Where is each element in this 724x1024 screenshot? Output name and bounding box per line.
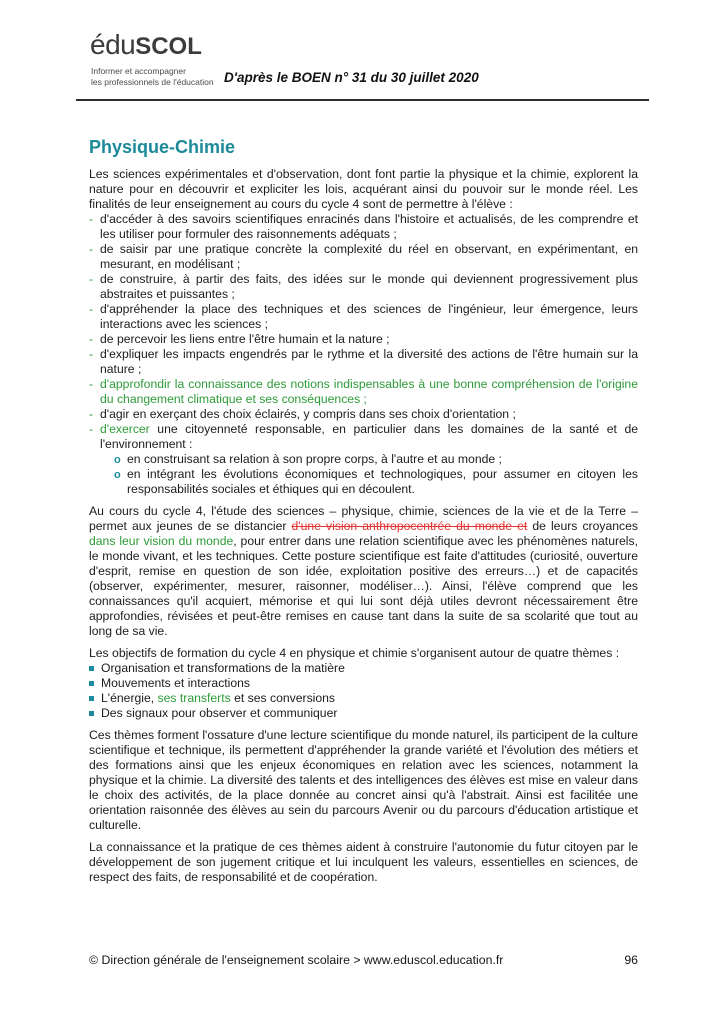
list-item: [89, 347, 638, 377]
intro-paragraph: Les sciences expérimentales et d'observation, dont font partie la physique et la chimie, explorent la nature pour en découvrir et expliciter les lois, acquérant ainsi du pouvoir sur le monde réel. Les finalités de leur enseignement au cours du cycle 4 sont de permettre à l'élève :: [89, 167, 638, 211]
list-item-text: de construire, à partir des faits, des idées sur le monde qui deviennent progressivement plus abstraites et puissantes ;: [100, 272, 638, 301]
list-item: [89, 242, 638, 272]
sublist-item-text: en construisant sa relation à son propre corps, à l'autre et au monde ;: [127, 452, 502, 466]
theme-item: [89, 691, 638, 706]
list-item-text: d'agir en exerçant des choix éclairés, y compris dans ses choix d'orientation ;: [100, 407, 516, 421]
page-footer: [89, 953, 638, 967]
eduscol-logo: [90, 31, 202, 59]
dash-bullet: -: [89, 422, 94, 436]
list-item: [89, 272, 638, 302]
sublist-item: [114, 467, 638, 497]
dash-bullet: -: [89, 347, 94, 361]
dash-bullet: -: [89, 212, 94, 226]
dash-bullet: -: [89, 242, 94, 256]
list-item-text: d'expliquer les impacts engendrés par le rythme et la diversité des actions de l'être humain sur la nature ;: [100, 347, 638, 376]
list-item-text: de saisir par une pratique concrète la complexité du réel en observant, en expérimentant, en mesurant, en modélisant ;: [100, 242, 638, 271]
square-bullet-icon: [89, 681, 94, 686]
cycle4-paragraph: Au cours du cycle 4, l'étude des sciences – physique, chimie, sciences de la vie et de la Terre – permet aux jeunes de se distancier d'une vision anthropocentrée du monde et de leurs croyances dans leur vision du monde, pour entrer dans une relation scientifique avec les phénomènes naturels, le monde vivant, et les techniques. Cette posture scientifique est faite d'attitudes (curiosité, ouverture d'esprit, remise en question de son idée, exploitation positive des erreurs…) et de capacités (observer, expérimenter, mesurer, raisonner, modéliser…). Ainsi, l'élève comprend que les connaissances qu'il acquiert, mémorise et qui lui sont déjà utiles devront nécessairement être approfondies, révisées et peut-être remises en cause tant dans la suite de sa scolarité que tout au long de sa vie.: [89, 504, 638, 638]
square-bullet-icon: [89, 711, 94, 716]
list-item-text: d'exercer une citoyenneté responsable, en particulier dans les domaines de la santé et de l'environnement :: [100, 422, 638, 451]
circle-bullet: o: [114, 469, 121, 481]
list-item-text: de percevoir les liens entre l'être humain et la nature ;: [100, 332, 390, 346]
logo-tagline-line2: les professionnels de l'éducation: [91, 76, 214, 87]
finalites-list: [89, 212, 638, 497]
dash-bullet: -: [89, 302, 94, 316]
theme-item-text: Des signaux pour observer et communiquer: [101, 706, 338, 720]
objectives-intro-paragraph: Les objectifs de formation du cycle 4 en physique et chimie s'organisent autour de quatre thèmes :: [89, 646, 620, 660]
conclusion-paragraph: La connaissance et la pratique de ces thèmes aident à construire l'autonomie du futur citoyen par le développement de son jugement critique et lui inculquent les valeurs, essentielles en sciences, de respect des faits, de responsabilité et de coopération.: [89, 840, 638, 884]
logo-tagline: [91, 66, 214, 87]
list-item-text: d'appréhender la place des techniques et des sciences de l'ingénieur, leur émergence, leurs interactions avec les sciences ;: [100, 302, 638, 331]
circle-bullet: o: [114, 454, 121, 466]
copyright-text: © Direction générale de l'enseignement scolaire > www.eduscol.education.fr: [89, 953, 504, 967]
dash-bullet: -: [89, 332, 94, 346]
logo-text-light: édu: [90, 29, 136, 60]
theme-item-text: L'énergie, ses transferts et ses conversions: [101, 691, 336, 705]
page-number: 96: [624, 953, 638, 967]
list-item-text: d'approfondir la connaissance des notions indispensables à une bonne compréhension de l'origine du changement climatique et ses conséquences ;: [100, 377, 638, 406]
theme-item: [89, 676, 638, 691]
list-item-text: d'accéder à des savoirs scientifiques enracinés dans l'histoire et actualisés, de les comprendre et les utiliser pour formuler des raisonnements adéquats ;: [100, 212, 638, 241]
sublist-item: [114, 452, 638, 467]
list-item: [89, 407, 638, 422]
source-note: D'après le BOEN n° 31 du 30 juillet 2020: [224, 70, 479, 85]
list-item: [89, 302, 638, 332]
theme-item-text: Mouvements et interactions: [101, 676, 251, 690]
list-item: [89, 212, 638, 242]
logo-tagline-line1: Informer et accompagner: [91, 66, 186, 76]
theme-item: [89, 706, 638, 721]
list-item: [89, 332, 638, 347]
logo-text-bold: SCOL: [135, 33, 202, 60]
dash-bullet: -: [89, 377, 94, 391]
themes-role-paragraph: Ces thèmes forment l'ossature d'une lecture scientifique du monde naturel, ils participent de la culture scientifique et technique, ils permettent d'appréhender la grande variété et l'évolution des métiers et des formations ainsi que les enjeux économiques en relation avec les sciences, notamment la physique et la chimie. La diversité des talents et des intelligences des élèves est mise en valeur dans le choix des activités, de la place donnée au concret ainsi qu'à l'abstrait. Ainsi est facilitée une orientation raisonnée des élèves au sein du parcours Avenir ou du parcours d'éducation artistique et culturelle.: [89, 728, 638, 832]
page-title: Physique-Chimie: [89, 137, 236, 157]
theme-item-text: Organisation et transformations de la matière: [101, 661, 345, 675]
square-bullet-icon: [89, 696, 94, 701]
document-content: [89, 136, 638, 885]
theme-item: [89, 661, 638, 676]
dash-bullet: -: [89, 407, 94, 421]
dash-bullet: -: [89, 272, 94, 286]
square-bullet-icon: [89, 666, 94, 671]
list-item-highlighted: [89, 377, 638, 407]
themes-list: [89, 661, 638, 721]
sublist-item-text: en intégrant les évolutions économiques et technologiques, pour assumer en citoyen les responsabilités sociales et éthiques qui en découlent.: [127, 467, 638, 496]
header-rule: [76, 99, 649, 101]
list-item: [89, 422, 638, 497]
citizenship-sublist: [100, 452, 638, 497]
